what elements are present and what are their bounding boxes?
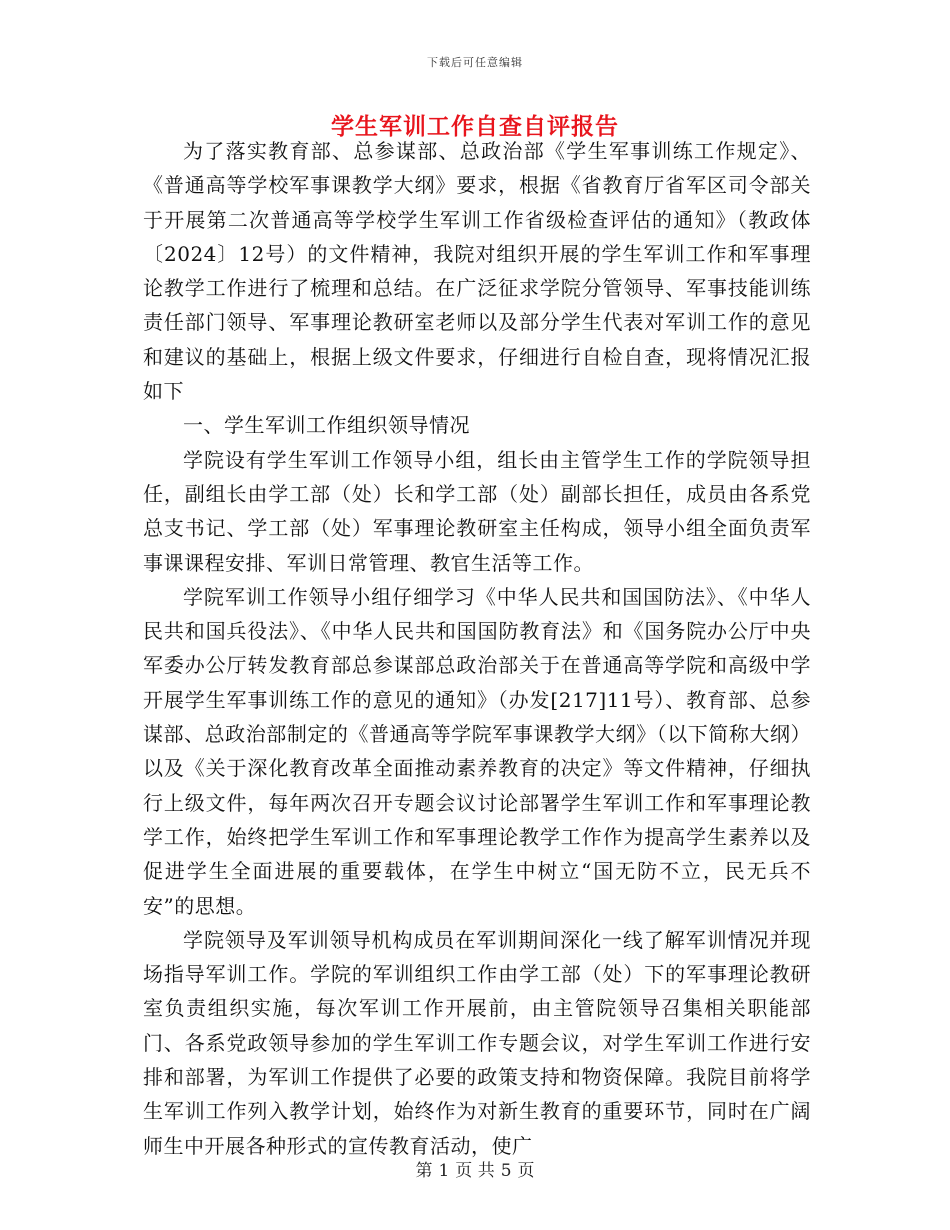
header-note: 下载后可任意编辑 xyxy=(427,56,523,69)
page-total: 5 xyxy=(500,1161,512,1181)
body-paragraph: 学院军训工作领导小组仔细学习《中华人民共和国国防法》、《中华人民共和国兵役法》、《中华人民共和国国防教育法》和《国务院办公厅中央军委办公厅转发教育部总参谋部总政治部关于在普通高等学院和高级中学开展学生军事训练工作的意见的通知》（办发[217]11号）、教育部、总参谋部、总政治部制定的《普通高等学院军事课教学大纲》（以下简称大纲）以及《关于深化教育改革全面推动素养教育的决定》等文件精神，仔细执行上级文件，每年两次召开专题会议讨论部署学生军训工作和军事理论教学工作，始终把学生军训工作和军事理论教学工作作为提高学生素养以及促进学生全面进展的重要载体，在学生中树立“国无防不立，民无兵不安”的思想。 xyxy=(143,584,811,918)
document-body xyxy=(143,134,811,1163)
document-title: 学生军训工作自查自评报告 xyxy=(331,113,619,140)
footer-suffix: 页 xyxy=(517,1161,535,1181)
footer-prefix: 第 xyxy=(415,1161,433,1181)
section-heading: 一、学生军训工作组织领导情况 xyxy=(183,413,470,438)
footer-mid: 页 共 xyxy=(455,1161,495,1181)
page-number: 1 xyxy=(438,1161,450,1181)
intro-paragraph: 为了落实教育部、总参谋部、总政治部《学生军事训练工作规定》、《普通高等学校军事课教学大纲》要求，根据《省教育厅省军区司令部关于开展第二次普通高等学校学生军训工作省级检查评估的通知》（教政体〔2024〕12号）的文件精神，我院对组织开展的学生军训工作和军事理论教学工作进行了梳理和总结。在广泛征求学院分管领导、军事技能训练责任部门领导、军事理论教研室老师以及部分学生代表对军训工作的意见和建议的基础上，根据上级文件要求，仔细进行自检自查，现将情况汇报如下 xyxy=(143,139,811,404)
body-paragraph: 学院设有学生军训工作领导小组，组长由主管学生工作的学院领导担任，副组长由学工部（处）长和学工部（处）副部长担任，成员由各系党总支书记、学工部（处）军事理论教研室主任构成，领导小组全面负责军事课课程安排、军训日常管理、教官生活等工作。 xyxy=(143,447,811,575)
body-paragraph: 学院领导及军训领导机构成员在军训期间深化一线了解军训情况并现场指导军训工作。学院的军训组织工作由学工部（处）下的军事理论教研室负责组织实施，每次军训工作开展前，由主管院领导召集相关职能部门、各系党政领导参加的学生军训工作专题会议，对学生军训工作进行安排和部署，为军训工作提供了必要的政策支持和物资保障。我院目前将学生军训工作列入教学计划，始终作为对新生教育的重要环节，同时在广阔师生中开展各种形式的宣传教育活动，使广 xyxy=(143,927,811,1158)
page-footer xyxy=(0,1156,950,1181)
